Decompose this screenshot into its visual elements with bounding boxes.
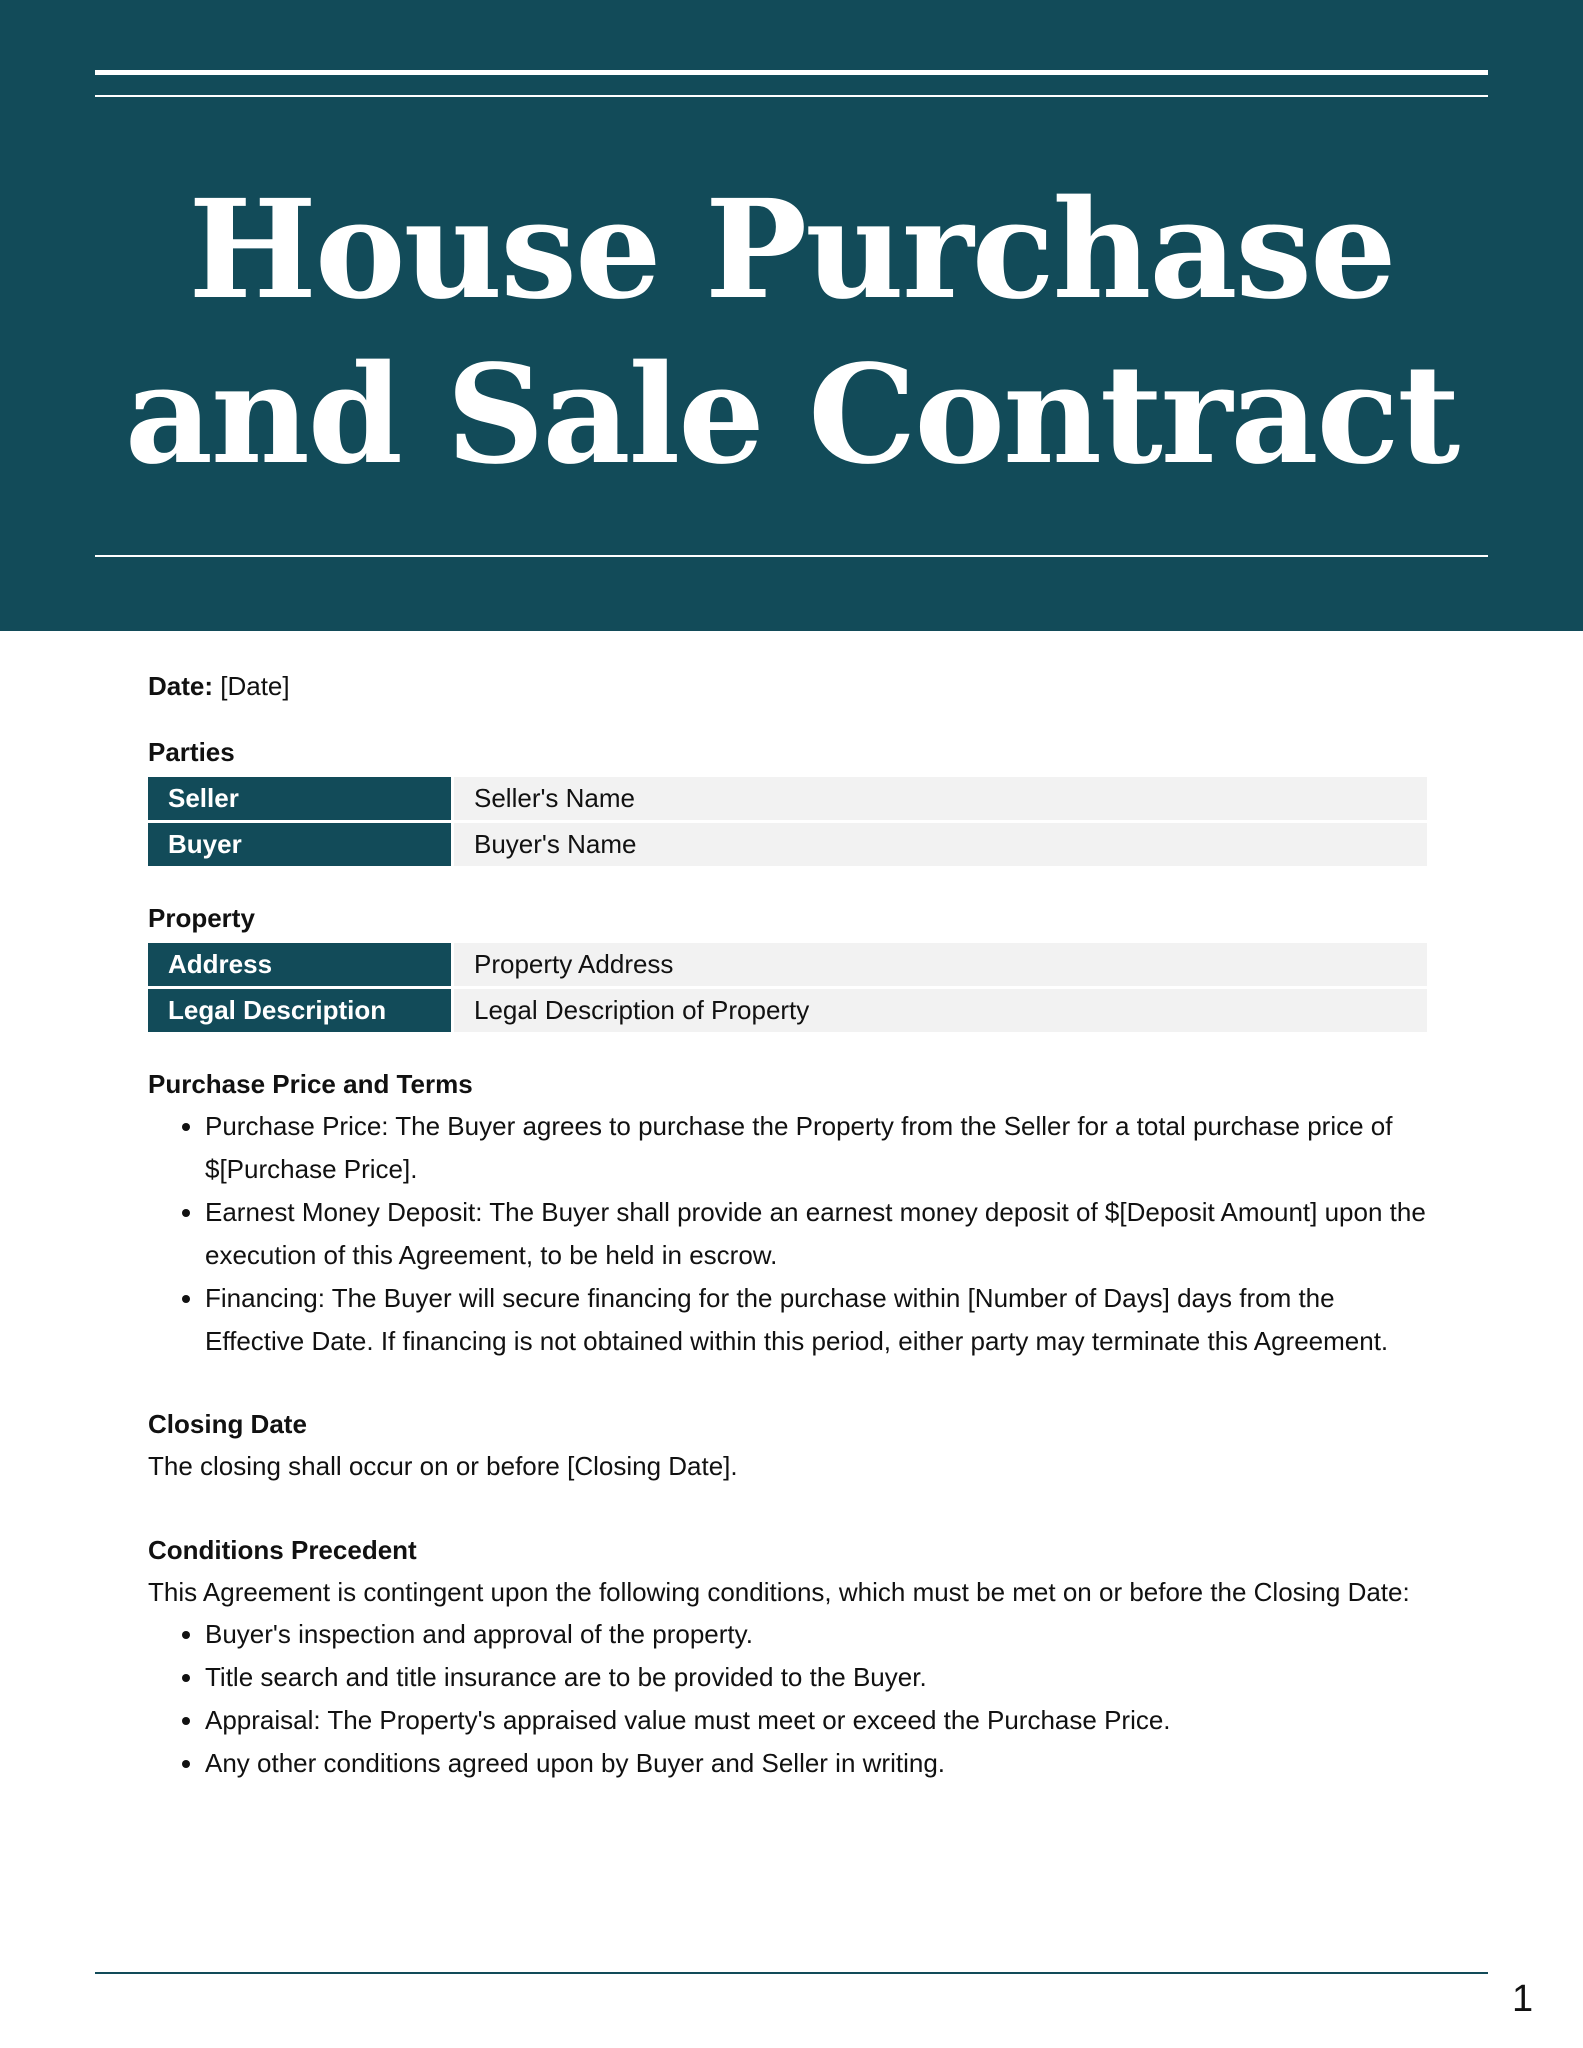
list-item: • Appraisal: The Property's appraised value must meet or exceed the Purchase Price. — [205, 1699, 1433, 1742]
header-top-thin-rule — [95, 95, 1488, 97]
seller-value: Seller's Name — [454, 777, 1427, 820]
table-row — [148, 943, 1427, 986]
parties-table — [145, 774, 1430, 869]
conditions-intro: This Agreement is contingent upon the following conditions, which must be met on or before the Closing Date: — [148, 1577, 1410, 1607]
list-item: • Title search and title insurance are to be provided to the Buyer. — [205, 1656, 1433, 1699]
closing-date-heading: Closing Date — [148, 1409, 307, 1439]
table-row — [148, 989, 1427, 1032]
property-heading: Property — [148, 903, 255, 933]
date-label: Date: — [148, 671, 214, 701]
property-table — [145, 940, 1430, 1035]
footer-rule — [95, 1972, 1488, 1974]
date-value: [Date] — [220, 671, 290, 701]
title-line-1: House Purchase — [188, 170, 1395, 330]
purchase-terms-list — [148, 1105, 1433, 1363]
page-number: 1 — [1512, 1978, 1534, 2020]
table-row — [148, 777, 1427, 820]
list-item: • Purchase Price: The Buyer agrees to purchase the Property from the Seller for a total purchase price of $[Purchase Price]. — [205, 1105, 1433, 1191]
header-banner — [0, 0, 1583, 631]
header-top-thick-rule — [95, 70, 1488, 75]
document-body — [148, 665, 1433, 1785]
header-bottom-rule — [95, 555, 1488, 557]
page-title — [0, 168, 1583, 498]
seller-key: Seller — [148, 777, 451, 820]
address-value: Property Address — [454, 943, 1427, 986]
parties-heading: Parties — [148, 737, 235, 767]
legal-description-key: Legal Description — [148, 989, 451, 1032]
list-item: • Financing: The Buyer will secure financing for the purchase within [Number of Days] days from the Effective Date. If financing is not obtained within this period, either party may terminate this Agreement. — [205, 1277, 1433, 1363]
table-row — [148, 823, 1427, 866]
list-item: • Earnest Money Deposit: The Buyer shall provide an earnest money deposit of $[Deposit Amount] upon the execution of this Agreement, to be held in escrow. — [205, 1191, 1433, 1277]
purchase-terms-heading: Purchase Price and Terms — [148, 1069, 473, 1099]
buyer-value: Buyer's Name — [454, 823, 1427, 866]
date-line — [148, 665, 1433, 707]
list-item: • Buyer's inspection and approval of the property. — [205, 1613, 1433, 1656]
conditions-list — [148, 1613, 1433, 1785]
closing-date-text: The closing shall occur on or before [Closing Date]. — [148, 1451, 738, 1481]
conditions-heading: Conditions Precedent — [148, 1535, 417, 1565]
title-line-2: and Sale Contract — [124, 335, 1459, 495]
legal-description-value: Legal Description of Property — [454, 989, 1427, 1032]
address-key: Address — [148, 943, 451, 986]
list-item: • Any other conditions agreed upon by Buyer and Seller in writing. — [205, 1742, 1433, 1785]
buyer-key: Buyer — [148, 823, 451, 866]
